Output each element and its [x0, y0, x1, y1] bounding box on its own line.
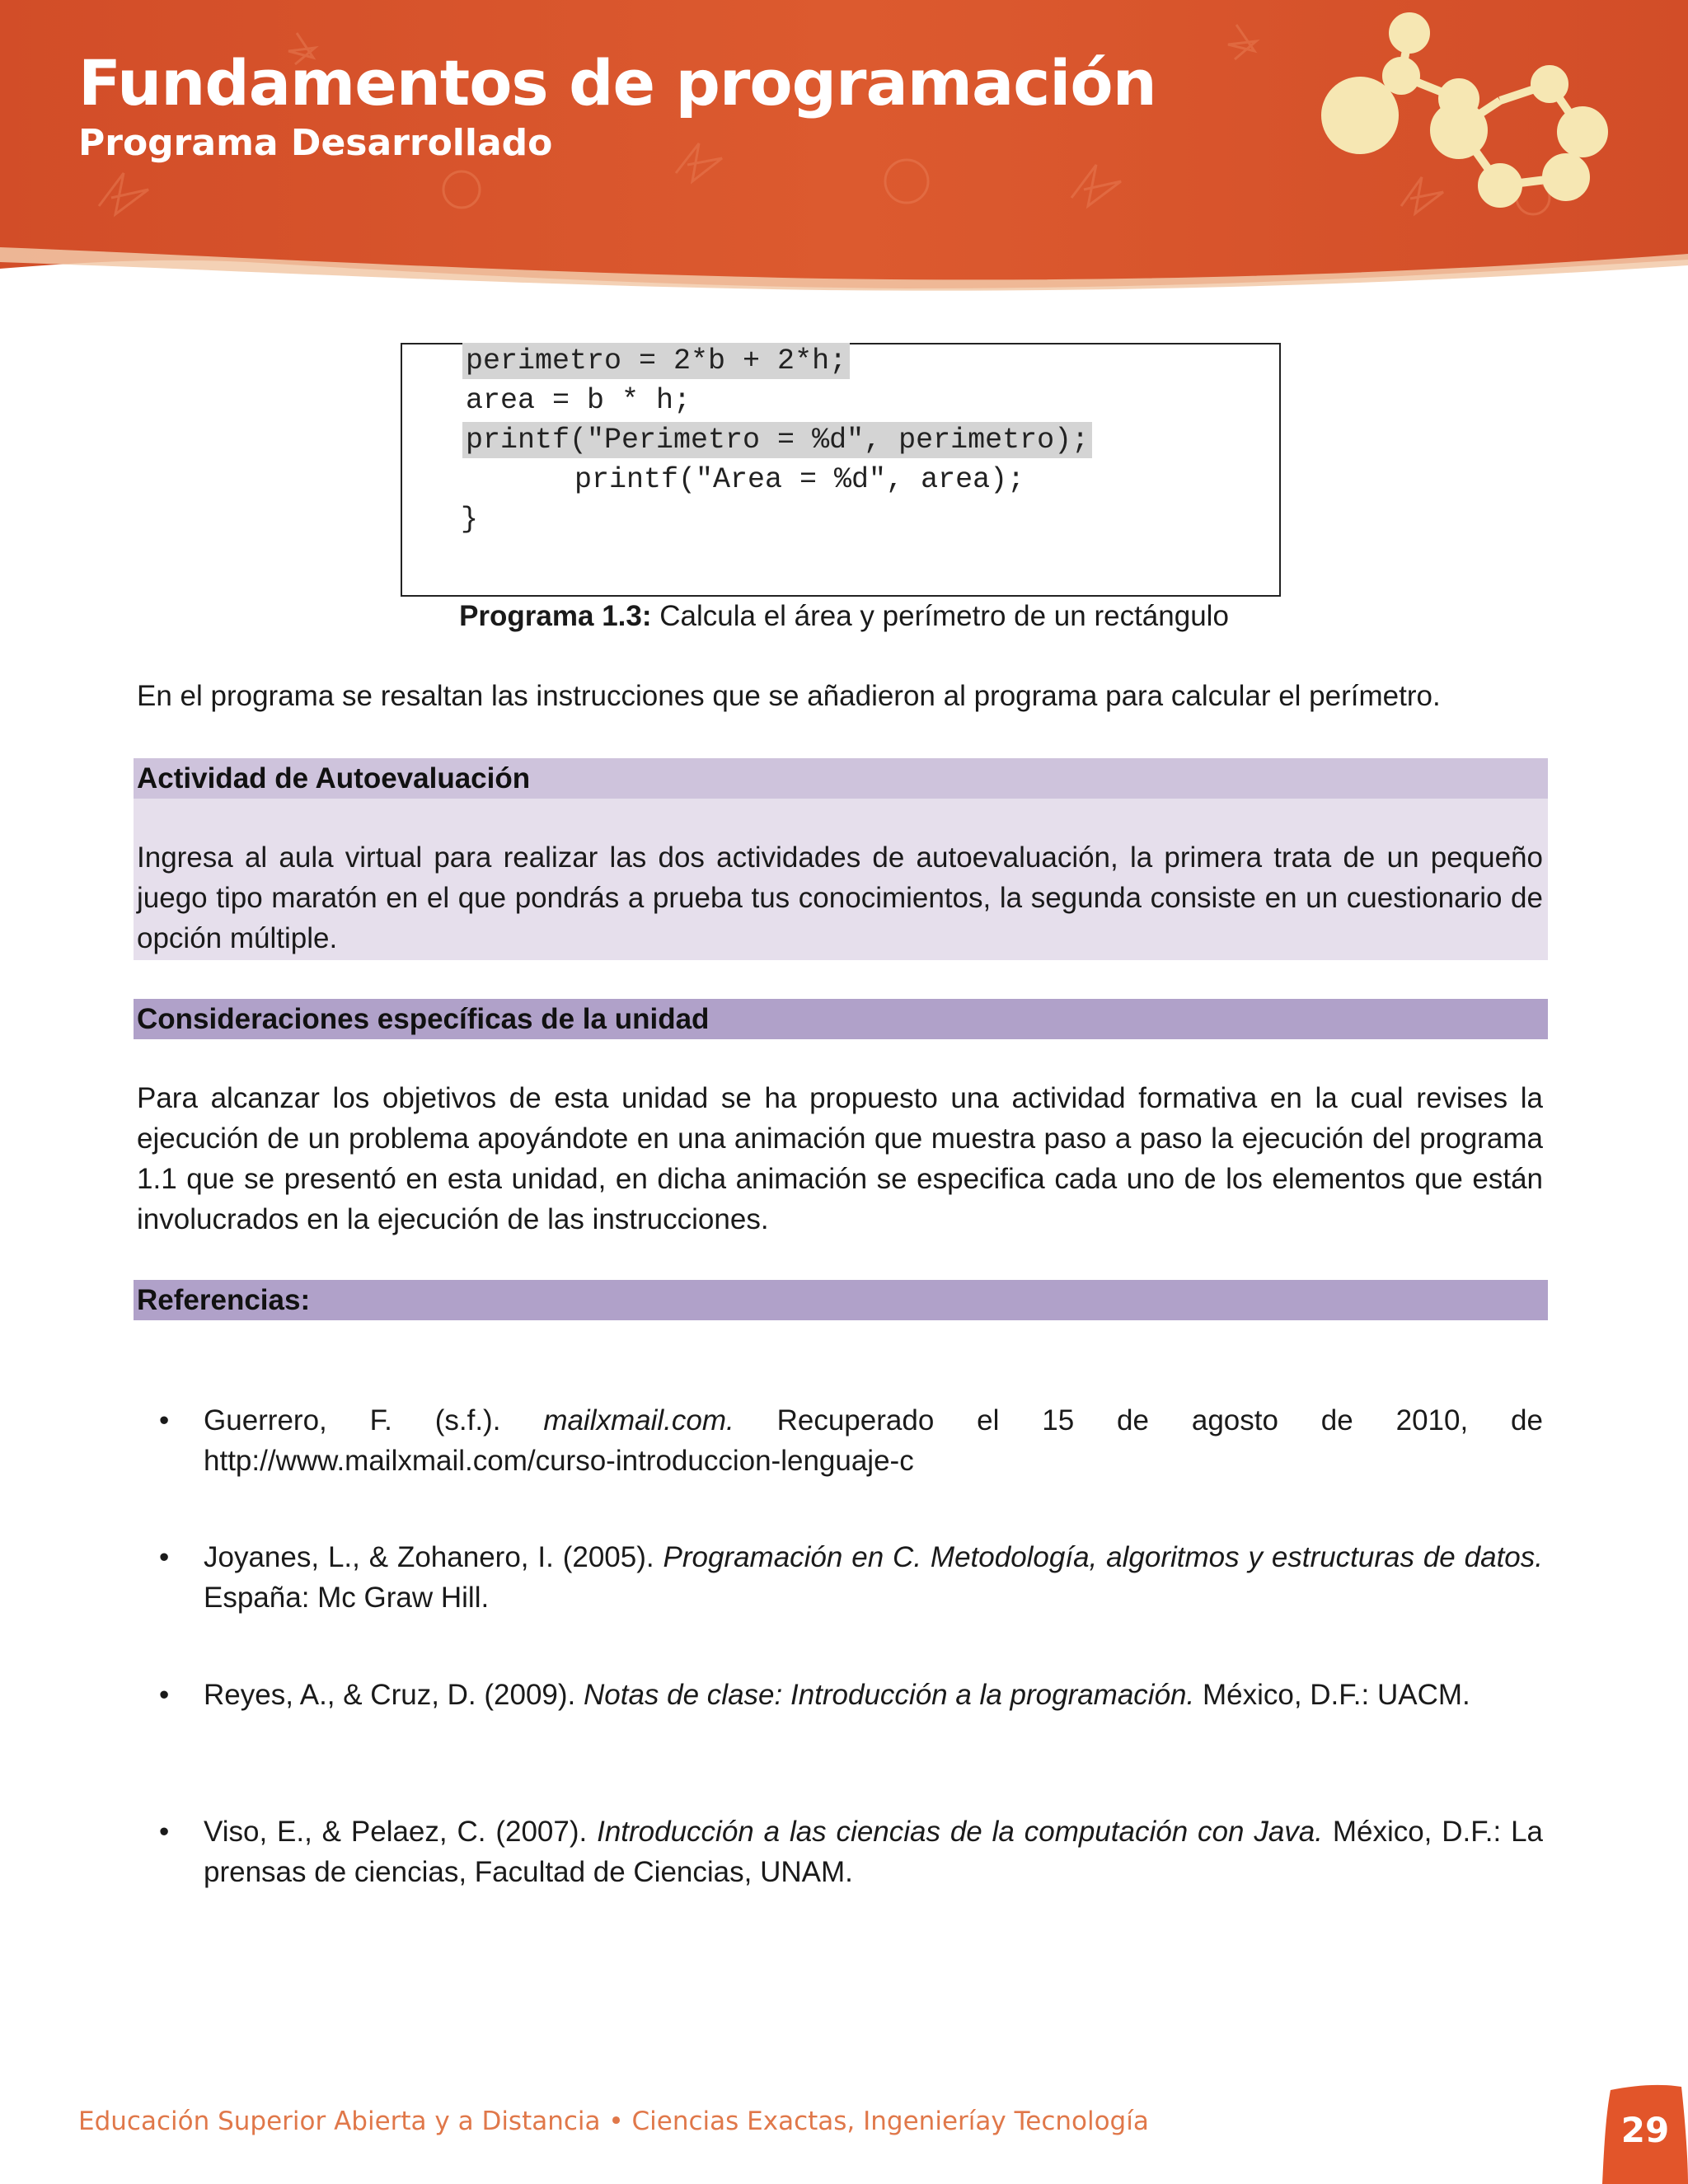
code-line-closing-brace: }	[461, 503, 479, 536]
reference-item	[159, 1537, 1543, 1618]
document-title: Fundamentos de programación	[78, 46, 1156, 120]
bullet-icon: •	[159, 1404, 170, 1436]
reference-item	[159, 1811, 1544, 1892]
caption-text: Calcula el área y perímetro de un rectángulo	[651, 600, 1229, 632]
code-listing	[401, 343, 1281, 597]
reference-details: México, D.F.: La prensas de ciencias, Facultad de Ciencias, UNAM.	[204, 1816, 1544, 1888]
intro-paragraph: En el programa se resaltan las instrucciones que se añadieron al programa para calcular el perímetro.	[137, 680, 1441, 712]
reference-item	[159, 1675, 1543, 1715]
reference-title: mailxmail.com.	[543, 1404, 734, 1436]
reference-title: Notas de clase: Introducción a la programación.	[584, 1679, 1195, 1711]
caption-label: Programa 1.3:	[459, 600, 652, 632]
footer-text: Educación Superior Abierta y a Distancia • Ciencias Exactas, Ingenieríay Tecnología	[78, 2107, 1149, 2136]
code-line-perimetro: perimetro = 2*b + 2*h;	[462, 343, 850, 379]
bullet-icon: •	[159, 1679, 170, 1711]
reference-authors: Guerrero, F. (s.f.).	[204, 1404, 544, 1436]
page-number: 29	[1620, 2110, 1670, 2150]
reference-details: Recuperado el 15 de agosto de 2010, de http://www.mailxmail.com/curso-introduccion-lenguaje-c	[204, 1404, 1543, 1477]
code-caption	[0, 595, 1688, 638]
code-line-printf-area: printf("Area = %d", area);	[574, 463, 1025, 496]
consideraciones-heading: Consideraciones específicas de la unidad	[134, 999, 1548, 1039]
referencias-heading: Referencias:	[134, 1280, 1548, 1320]
consideraciones-body: Para alcanzar los objetivos de esta unidad se ha propuesto una actividad formativa en la cual revises la ejecución de un problema apoyándote en una animación que muestra paso a paso la ejecución del programa 1.1 que se presentó en esta unidad, en dicha animación se especifica cada uno de los elementos que están involucrados en la ejecución de las instrucciones.	[137, 1082, 1543, 1235]
autoevaluacion-heading: Actividad de Autoevaluación	[134, 758, 1548, 799]
bullet-icon: •	[159, 1541, 170, 1573]
bullet-icon: •	[159, 1816, 170, 1848]
reference-authors: Reyes, A., & Cruz, D. (2009).	[204, 1679, 584, 1711]
header-banner	[0, 0, 1688, 297]
reference-title: Introducción a las ciencias de la computación con Java.	[597, 1816, 1323, 1848]
reference-item	[159, 1400, 1543, 1481]
reference-authors: Joyanes, L., & Zohanero, I. (2005).	[204, 1541, 663, 1573]
reference-title: Programación en C. Metodología, algoritmos y estructuras de datos.	[663, 1541, 1543, 1573]
document-subtitle: Programa Desarrollado	[78, 122, 553, 164]
reference-details: España: Mc Graw Hill.	[204, 1582, 490, 1614]
reference-authors: Viso, E., & Pelaez, C. (2007).	[204, 1816, 598, 1848]
code-line-area: area = b * h;	[466, 384, 692, 417]
autoevaluacion-body: Ingresa al aula virtual para realizar las dos actividades de autoevaluación, la primera trata de un pequeño juego tipo maratón en el que pondrás a prueba tus conocimientos, la segunda consiste en un cuestionario de opción múltiple.	[137, 841, 1543, 954]
reference-details: México, D.F.: UACM.	[1194, 1679, 1470, 1711]
code-line-printf-perimetro: printf("Perimetro = %d", perimetro);	[462, 422, 1092, 458]
